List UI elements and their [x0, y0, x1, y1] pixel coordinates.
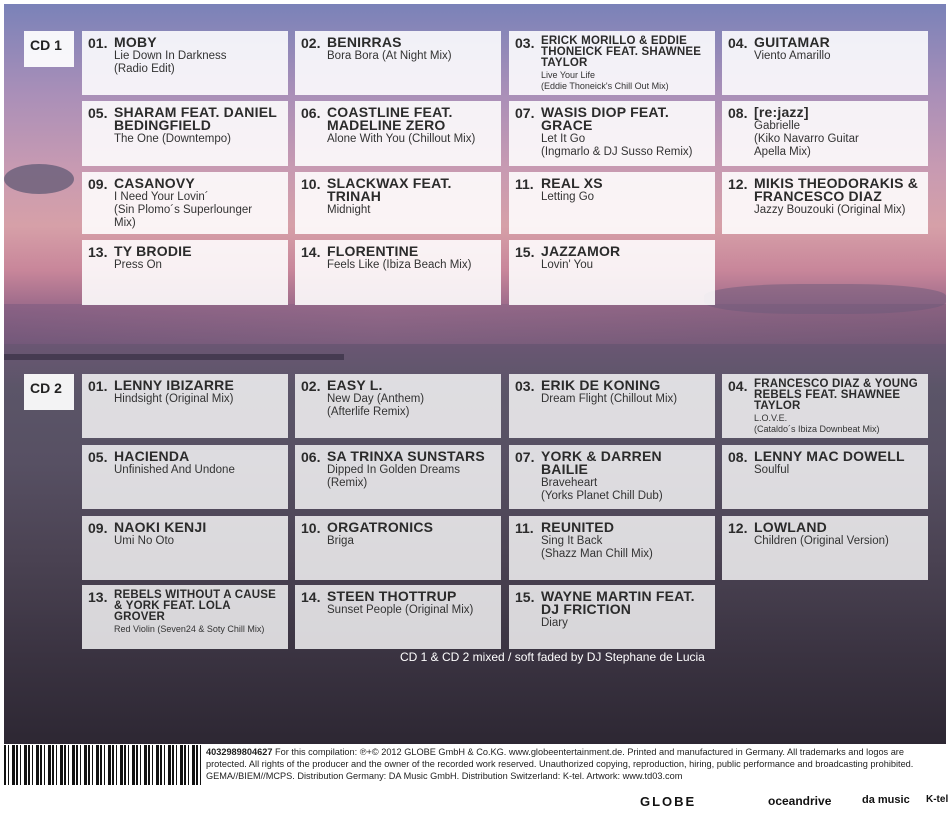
track-artist: REUNITED	[541, 519, 615, 535]
track-number: 03.	[515, 35, 535, 51]
track-number: 04.	[728, 35, 748, 51]
track-title: I Need Your Lovin´ (Sin Plomo´s Superlounger Mix)	[114, 191, 253, 229]
track-tile	[509, 172, 715, 234]
track-artist: TY BRODIE	[114, 243, 192, 259]
track-title: Midnight	[327, 204, 371, 216]
track-tile	[722, 516, 928, 580]
track-title: Viento Amarillo	[754, 50, 831, 62]
track-number: 11.	[515, 520, 534, 536]
track-title: Letting Go	[541, 191, 595, 203]
track-number: 01.	[88, 35, 108, 51]
footer	[0, 744, 950, 815]
track-number: 13.	[88, 589, 108, 605]
oceandrive-logo: oceandrive	[768, 794, 832, 808]
track-artist: BENIRRAS	[327, 34, 402, 50]
track-artist: WASIS DIOP FEAT. GRACE	[541, 104, 669, 133]
track-number: 13.	[88, 244, 108, 260]
track-title: Soulful	[754, 464, 790, 476]
track-artist: ORGATRONICS	[327, 519, 434, 535]
track-artist: COASTLINE FEAT. MADELINE ZERO	[327, 104, 453, 133]
track-artist: STEEN THOTTRUP	[327, 588, 457, 604]
track-title: The One (Downtempo)	[114, 133, 231, 145]
track-artist: HACIENDA	[114, 448, 190, 464]
track-number: 06.	[301, 449, 321, 465]
track-title: Sunset People (Original Mix)	[327, 604, 474, 616]
track-tile	[295, 516, 501, 580]
track-tile	[82, 374, 288, 438]
track-title: Hindsight (Original Mix)	[114, 393, 234, 405]
track-artist: WAYNE MARTIN FEAT. DJ FRICTION	[541, 588, 695, 617]
globe-logo: GLOBE	[640, 794, 697, 809]
track-tile	[82, 445, 288, 509]
track-number: 11.	[515, 176, 534, 192]
cloud	[704, 284, 946, 314]
track-tile	[509, 445, 715, 509]
track-number: 10.	[301, 176, 321, 192]
track-title: Bora Bora (At Night Mix)	[327, 50, 452, 62]
track-artist: EASY L.	[327, 377, 383, 393]
track-title: Press On	[114, 259, 162, 271]
track-artist: ERIK DE KONING	[541, 377, 661, 393]
track-artist: ERICK MORILLO & EDDIE THONEICK FEAT. SHAWNEE TAYLOR	[541, 35, 702, 69]
track-artist: REAL XS	[541, 175, 603, 191]
track-tile	[722, 374, 928, 438]
track-number: 09.	[88, 520, 108, 536]
track-tile	[509, 585, 715, 649]
track-title: Feels Like (Ibiza Beach Mix)	[327, 259, 472, 271]
track-title: Live Your Life (Eddie Thoneick's Chill Out Mix)	[541, 70, 669, 91]
track-number: 07.	[515, 105, 535, 121]
track-number: 01.	[88, 378, 108, 394]
track-artist: [re:jazz]	[754, 104, 809, 120]
track-number: 08.	[728, 105, 748, 121]
track-title: Diary	[541, 617, 568, 629]
track-artist: YORK & DARREN BAILIE	[541, 448, 662, 477]
mix-note: CD 1 & CD 2 mixed / soft faded by DJ Stephane de Lucia	[400, 650, 705, 664]
track-tile	[722, 445, 928, 509]
track-title: Jazzy Bouzouki (Original Mix)	[754, 204, 906, 216]
da-music-logo: da music	[862, 794, 910, 806]
cd1-label: CD 1	[24, 31, 74, 67]
track-number: 02.	[301, 378, 321, 394]
track-artist: LENNY MAC DOWELL	[754, 448, 905, 464]
track-tile	[82, 172, 288, 234]
track-title: Unfinished And Undone	[114, 464, 235, 476]
track-tile	[509, 374, 715, 438]
track-title: Lie Down In Darkness (Radio Edit)	[114, 50, 227, 75]
track-tile	[722, 31, 928, 95]
track-tile	[82, 101, 288, 166]
track-artist: LOWLAND	[754, 519, 827, 535]
track-tile	[295, 374, 501, 438]
track-title: Children (Original Version)	[754, 535, 889, 547]
track-artist: CASANOVY	[114, 175, 195, 191]
track-tile	[295, 172, 501, 234]
track-tile	[295, 240, 501, 305]
track-title: Braveheart (Yorks Planet Chill Dub)	[541, 477, 663, 502]
track-artist: FLORENTINE	[327, 243, 419, 259]
track-tile	[295, 31, 501, 95]
track-tile	[82, 31, 288, 95]
track-tile	[722, 172, 928, 234]
track-number: 15.	[515, 589, 535, 605]
track-artist: JAZZAMOR	[541, 243, 621, 259]
track-title: Briga	[327, 535, 354, 547]
track-tile	[722, 101, 928, 166]
track-number: 07.	[515, 449, 535, 465]
track-tile	[509, 31, 715, 95]
track-number: 05.	[88, 449, 108, 465]
track-number: 08.	[728, 449, 748, 465]
track-title: Alone With You (Chillout Mix)	[327, 133, 476, 145]
track-artist: GUITAMAR	[754, 34, 830, 50]
track-number: 02.	[301, 35, 321, 51]
track-artist: FRANCESCO DIAZ & YOUNG REBELS FEAT. SHAWNEE TAYLOR	[754, 378, 918, 412]
barcode-number: 4032989804627	[206, 747, 273, 757]
track-number: 06.	[301, 105, 321, 121]
track-tile	[82, 240, 288, 305]
track-tile	[295, 445, 501, 509]
legal-text	[206, 746, 946, 782]
track-tile	[295, 101, 501, 166]
track-artist: SA TRINXA SUNSTARS	[327, 448, 485, 464]
track-artist: SHARAM FEAT. DANIEL BEDINGFIELD	[114, 104, 277, 133]
track-title: Red Violin (Seven24 & Soty Chill Mix)	[114, 624, 265, 634]
track-tile	[509, 101, 715, 166]
track-artist: NAOKI KENJI	[114, 519, 207, 535]
track-title: Dipped In Golden Dreams (Remix)	[327, 464, 460, 489]
track-number: 09.	[88, 176, 108, 192]
ktel-logo: K-tel	[926, 794, 949, 805]
track-title: Sing It Back (Shazz Man Chill Mix)	[541, 535, 653, 560]
cd2-label: CD 2	[24, 374, 74, 410]
track-tile	[509, 516, 715, 580]
shoreline	[4, 354, 344, 360]
track-tile	[509, 240, 715, 305]
barcode-image	[4, 745, 202, 785]
track-artist: LENNY IBIZARRE	[114, 377, 234, 393]
track-tile	[295, 585, 501, 649]
track-number: 15.	[515, 244, 535, 260]
track-number: 10.	[301, 520, 321, 536]
track-number: 04.	[728, 378, 748, 394]
cloud	[4, 164, 74, 194]
track-tile	[82, 585, 288, 649]
track-artist: MIKIS THEODORAKIS & FRANCESCO DIAZ	[754, 175, 919, 204]
track-title: New Day (Anthem) (Afterlife Remix)	[327, 393, 425, 418]
logo-row	[620, 794, 950, 814]
track-number: 12.	[728, 520, 748, 536]
track-artist: MOBY	[114, 34, 157, 50]
track-number: 14.	[301, 589, 321, 605]
track-artist: REBELS WITHOUT A CAUSE & YORK FEAT. LOLA GROVER	[114, 589, 276, 623]
track-title: Let It Go (Ingmarlo & DJ Susso Remix)	[541, 133, 693, 158]
track-number: 12.	[728, 176, 748, 192]
track-number: 05.	[88, 105, 108, 121]
track-number: 03.	[515, 378, 535, 394]
track-title: Dream Flight (Chillout Mix)	[541, 393, 678, 405]
track-artist: SLACKWAX FEAT. TRINAH	[327, 175, 452, 204]
legal-copy: For this compilation: ℗+© 2012 GLOBE GmbH & Co.KG. www.globeentertainment.de. Printed and manufactured in Germany. All trademarks and logos are protected. All rights of the producer and the owner of the recorded work reserved. Unauthorized copying, reproduction, hiring, public performance and broadcasting prohibited. GEMA//BIEM//MCPS. Distribution Germany: DA Music GmbH. Distribution Switzerland: K-tel. Artwork: www.td03.com	[206, 747, 914, 781]
track-title: Gabrielle (Kiko Navarro Guitar Apella Mix)	[754, 120, 859, 158]
track-title: Lovin' You	[541, 259, 594, 271]
track-title: L.O.V.E. (Cataldo´s Ibiza Downbeat Mix)	[754, 413, 880, 434]
track-number: 14.	[301, 244, 321, 260]
track-tile	[82, 516, 288, 580]
track-title: Umi No Oto	[114, 535, 175, 547]
